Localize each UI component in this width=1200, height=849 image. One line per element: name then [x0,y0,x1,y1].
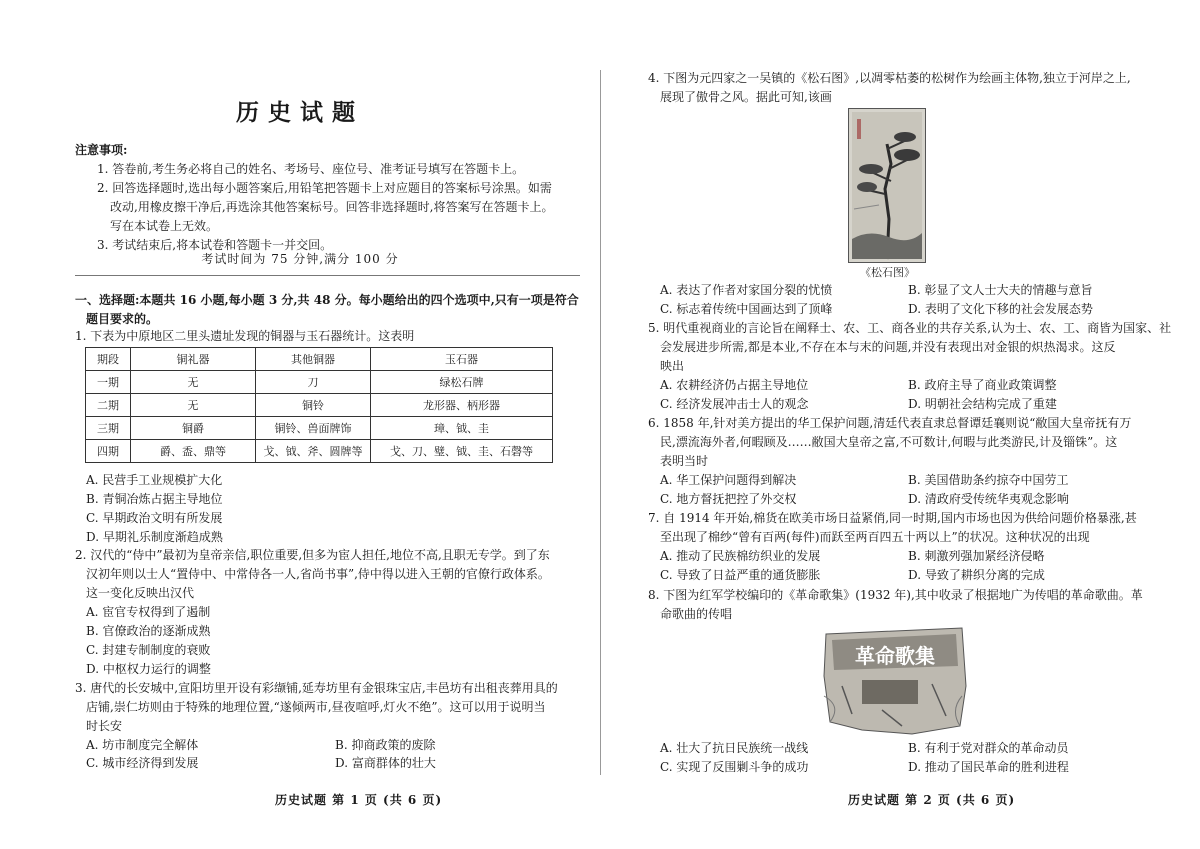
table-cell: 铜爵 [131,417,256,440]
exam-time: 考试时间为 75 分钟,满分 100 分 [201,252,399,266]
notice-line-2: 2. 回答选择题时,选出每小题答案后,用铅笔把答题卡上对应题目的答案标号涂黑。如需 [97,181,552,195]
table-row [86,417,553,440]
table-cell: 戈、刀、璧、钺、圭、石磬等 [371,440,553,463]
divider [75,275,580,276]
q6-option-b: B. 美国借助条约掠夺中国劳工 [908,473,1069,487]
songbook-title: 革命歌集 [855,644,935,668]
q6-option-a: A. 华工保护问题得到解决 [660,473,797,487]
q3-option-b: B. 抑商政策的废除 [335,738,436,752]
table-cell: 二期 [86,394,131,417]
q3-option-c: C. 城市经济得到发展 [86,756,199,770]
notice-line-5: 3. 考试结束后,将本试卷和答题卡一并交回。 [97,238,333,252]
table-header: 期段 [86,348,131,371]
q4-option-d: D. 表明了文化下移的社会发展态势 [908,302,1093,316]
q2-stem-2: 汉初年则以士人“置侍中、中常侍各一人,省尚书事”,侍中得以进入王朝的官僚行政体系。 [86,567,550,581]
table-header: 其他铜器 [256,348,371,371]
q2-stem-3: 这一变化反映出汉代 [86,586,195,600]
q4-stem-2: 展现了傲骨之风。据此可知,该画 [660,90,832,104]
page-title: 历史试题 [236,99,364,126]
q4-option-b: B. 彰显了文人士大夫的情趣与意旨 [908,283,1093,297]
q6-stem-1: 6. 1858 年,针对美方提出的华工保护问题,清廷代表直隶总督谭廷襄则说“敝国大皇帝抚有万 [648,416,1132,430]
q1-table [85,347,553,463]
page-divider [600,70,601,775]
table-cell: 无 [131,371,256,394]
q1-option-d: D. 早期礼乐制度渐趋成熟 [86,530,223,544]
section-heading-2: 题目要求的。 [86,312,159,326]
q7-option-c: C. 导致了日益严重的通货膨胀 [660,568,821,582]
q3-stem-2: 店铺,崇仁坊则由于特殊的地理位置,“遂倾两市,昼夜喧呼,灯火不绝”。这可以用于说明当 [86,700,546,714]
q2-option-a: A. 宦官专权得到了遏制 [86,605,211,619]
table-row [86,394,553,417]
q8-option-c: C. 实现了反围剿斗争的成功 [660,760,809,774]
notice-line-1: 1. 答卷前,考生务必将自己的姓名、考场号、座位号、准考证号填写在答题卡上。 [97,162,525,176]
table-cell: 三期 [86,417,131,440]
q5-option-d: D. 明朝社会结构完成了重建 [908,397,1057,411]
section-heading-1: 一、选择题:本题共 16 小题,每小题 3 分,共 48 分。每小题给出的四个选项中,只有一项是符合 [75,293,579,307]
notice-line-4: 写在本试卷上无效。 [110,219,219,233]
notice-heading: 注意事项: [75,143,128,157]
table-cell: 刀 [256,371,371,394]
q6-option-c: C. 地方督抚把控了外交权 [660,492,797,506]
q8-option-b: B. 有利于党对群众的革命动员 [908,741,1069,755]
q6-stem-3: 表明当时 [660,454,709,468]
q5-stem-3: 映出 [660,359,685,373]
q4-option-c: C. 标志着传统中国画达到了顶峰 [660,302,833,316]
q3-option-a: A. 坊市制度完全解体 [86,738,199,752]
q5-option-c: C. 经济发展冲击士人的观念 [660,397,809,411]
q7-option-a: A. 推动了民族棉纺织业的发展 [660,549,821,563]
q1-option-b: B. 青铜冶炼占据主导地位 [86,492,223,506]
table-cell: 无 [131,394,256,417]
table-row [86,371,553,394]
q2-option-d: D. 中枢权力运行的调整 [86,662,211,676]
q2-option-c: C. 封建专制制度的衰败 [86,643,211,657]
q2-option-b: B. 官僚政治的逐渐成熟 [86,624,211,638]
q5-option-a: A. 农耕经济仍占据主导地位 [660,378,809,392]
q8-option-a: A. 壮大了抗日民族统一战线 [660,741,809,755]
q3-stem-3: 时长安 [86,719,123,733]
table-cell: 铜铃 [256,394,371,417]
q6-option-d: D. 清政府受传统华夷观念影响 [908,492,1069,506]
songbook-cover-image [822,626,968,736]
q4-image-caption: 《松石图》 [860,266,915,279]
q3-stem-1: 3. 唐代的长安城中,宣阳坊里开设有彩缬铺,延寿坊里有金银珠宝店,丰邑坊有出租丧葬用具的 [75,681,558,695]
q1-stem: 1. 下表为中原地区二里头遗址发现的铜器与玉石器统计。这表明 [75,329,415,343]
q5-stem-2: 会发展进步所需,都是本业,不存在本与末的问题,并没有表现出对金银的炽热渴求。这反 [660,340,1116,354]
page-2-footer: 历史试题 第 2 页 (共 6 页) [848,793,1016,807]
table-cell: 璋、钺、圭 [371,417,553,440]
q1-option-a: A. 民营手工业规模扩大化 [86,473,223,487]
q3-option-d: D. 富商群体的壮大 [335,756,436,770]
q4-stem-1: 4. 下图为元四家之一吴镇的《松石图》,以凋零枯萎的松树作为绘画主体物,独立于河岸之上, [648,71,1131,85]
table-header: 铜礼器 [131,348,256,371]
q6-stem-2: 民,漂流海外者,何暇顾及……敝国大皇帝之富,不可数计,何暇与此类游民,计及锱铢”。这 [660,435,1118,449]
table-header: 玉石器 [371,348,553,371]
q7-option-b: B. 刺激列强加紧经济侵略 [908,549,1045,563]
q7-option-d: D. 导致了耕织分离的完成 [908,568,1045,582]
notice-line-3: 改动,用橡皮擦干净后,再选涂其他答案标号。回答非选择题时,将答案写在答题卡上。 [110,200,554,214]
pine-painting-image [848,108,926,263]
q5-option-b: B. 政府主导了商业政策调整 [908,378,1057,392]
q5-stem-1: 5. 明代重视商业的言论旨在阐释士、农、工、商各业的共存关系,认为士、农、工、商皆为国家、社 [648,321,1172,335]
q8-stem-1: 8. 下图为红军学校编印的《革命歌集》(1932 年),其中收录了根据地广为传唱的革命歌曲。革 [648,588,1143,602]
page-1-footer: 历史试题 第 1 页 (共 6 页) [275,793,443,807]
q2-stem-1: 2. 汉代的“侍中”最初为皇帝亲信,职位重要,但多为宦人担任,地位不高,且职无专学。到了东 [75,548,550,562]
table-header-row [86,348,553,371]
q4-option-a: A. 表达了作者对家国分裂的忧愤 [660,283,833,297]
q8-option-d: D. 推动了国民革命的胜利进程 [908,760,1069,774]
table-cell: 龙形器、柄形器 [371,394,553,417]
table-cell: 四期 [86,440,131,463]
table-cell: 铜铃、兽面牌饰 [256,417,371,440]
q8-stem-2: 命歌曲的传唱 [660,607,733,621]
table-cell: 绿松石牌 [371,371,553,394]
table-row [86,440,553,463]
table-cell: 爵、盉、鼎等 [131,440,256,463]
q7-stem-2: 至出现了棉纱“曾有百两(每件)而跃至两百四五十两以上”的状况。这种状况的出现 [660,530,1090,544]
q7-stem-1: 7. 自 1914 年开始,棉货在欧美市场日益紧俏,同一时期,国内市场也因为供给问题价格暴涨,甚 [648,511,1137,525]
table-cell: 一期 [86,371,131,394]
q1-option-c: C. 早期政治文明有所发展 [86,511,223,525]
table-cell: 戈、钺、斧、圆牌等 [256,440,371,463]
